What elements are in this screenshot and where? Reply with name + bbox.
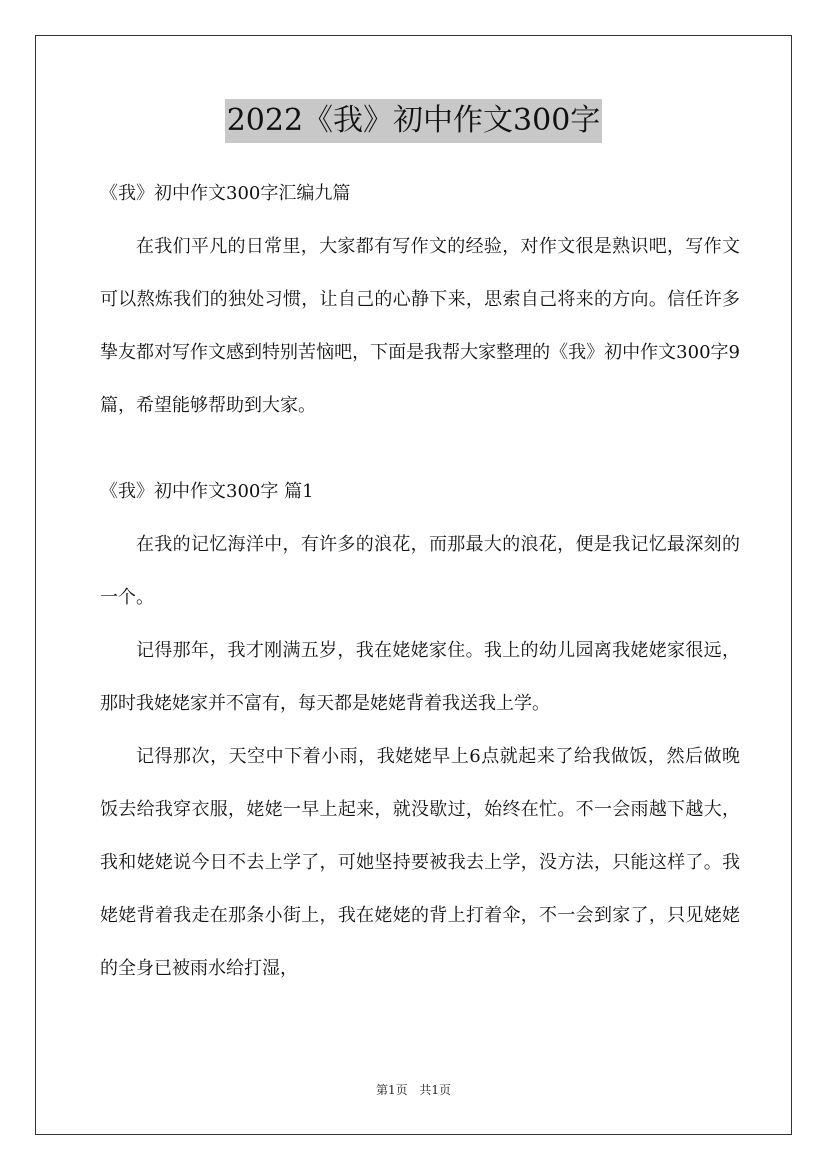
- body-paragraph: 在我的记忆海洋中，有许多的浪花，而那最大的浪花，便是我记忆最深刻的一个。: [100, 534, 740, 608]
- page-number: 第1页: [375, 1083, 408, 1097]
- body-paragraph: 记得那年，我才刚满五岁，我在姥姥家住。我上的幼儿园离我姥姥家很远，那时我姥姥家并不富有，每天都是姥姥背着我送我上学。: [100, 640, 740, 714]
- page-total: 共1页: [419, 1083, 452, 1097]
- title-container: [0, 99, 827, 143]
- body-paragraph: 记得那次，天空中下着小雨，我姥姥早上6点就起来了给我做饭，然后做晚饭去给我穿衣服，姥姥一早上起来，就没歇过，始终在忙。不一会雨越下越大，我和姥姥说今日不去上学了，可她坚持要被我去上学，没方法，只能这样了。我姥姥背着我走在那条小街上，我在姥姥的背上打着伞，不一会到家了，只见姥姥的全身已被雨水给打湿，: [100, 746, 740, 979]
- section-heading: 《我》初中作文300字 篇1: [100, 481, 314, 502]
- page-footer: [0, 1082, 827, 1098]
- document-title: 2022《我》初中作文300字: [225, 99, 603, 143]
- document-subtitle: 《我》初中作文300字汇编九篇: [100, 183, 351, 204]
- section-spacer: [100, 432, 740, 466]
- intro-paragraph: 在我们平凡的日常里，大家都有写作文的经验，对作文很是熟识吧，写作文可以熬炼我们的独处习惯，让自己的心静下来，思索自己将来的方向。信任许多挚友都对写作文感到特别苦恼吧，下面是我帮大家整理的《我》初中作文300字9篇，希望能够帮助到大家。: [100, 236, 740, 416]
- document-body: [100, 168, 740, 995]
